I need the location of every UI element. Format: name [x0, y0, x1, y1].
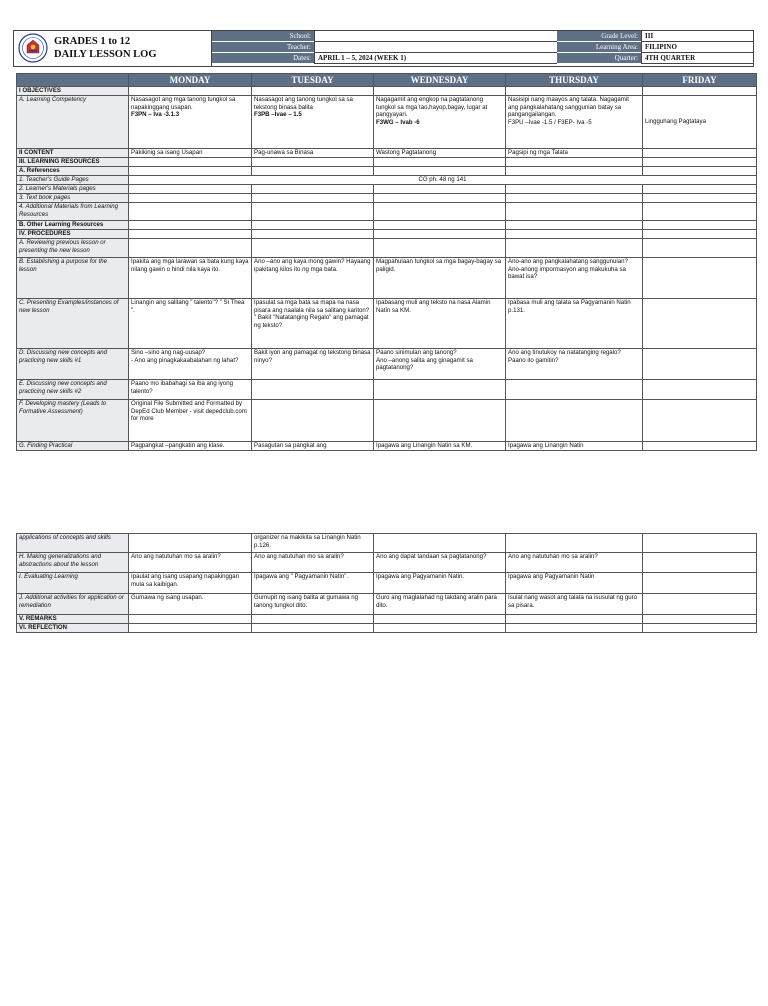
day-header-friday: FRIDAY [643, 74, 757, 87]
day-header-thursday: THURSDAY [506, 74, 643, 87]
objectives-label: I OBJECTIVES [17, 87, 129, 96]
content-friday [643, 149, 757, 158]
teachers-guide-label: 1. Teacher's Guide Pages [17, 176, 129, 185]
table-row [17, 221, 757, 230]
presenting-tuesday: Ipasulat sa mga bata sa mapa na nasa pisara ang naalala nila sa salitang kariton? " Bakit "Natatanging Regalo" ang pamagat ng teksto? [252, 299, 374, 349]
evaluating-label: I. Evaluating Learning [17, 573, 129, 594]
quarter-row [557, 53, 753, 64]
day-header-wednesday: WEDNESDAY [374, 74, 506, 87]
purpose-tuesday: Ano –ano ang kaya mong gawin? Hayaang ipakitang kilos ito ng mga bata. [252, 258, 374, 299]
logo-area [14, 31, 212, 66]
competency-label: A. Learning Competency [17, 96, 129, 149]
table-row [17, 299, 757, 349]
evaluating-monday: Ipaulat ang isang usapang napakinggan mula sa kaibigan. [129, 573, 252, 594]
content-wednesday: Wastong Pagtatanong [374, 149, 506, 158]
generalization-label: H. Making generalizations and abstractions about the lesson [17, 553, 129, 573]
table-row [17, 594, 757, 615]
document-title [54, 35, 157, 61]
table-row [17, 380, 757, 400]
generalization-monday: Ano ang natutuhan mo sa aralin? [129, 553, 252, 573]
teacher-label: Teacher: [212, 42, 314, 53]
area-row [557, 42, 753, 53]
additional-label: J. Additional activities for application or remediation [17, 594, 129, 615]
table-row [17, 230, 757, 239]
practical-monday: Pagpangkat –pangkatin ang klase. [129, 442, 252, 451]
area-field[interactable]: FILIPINO [641, 42, 753, 53]
evaluating-wednesday: Ipagawa ang Pagyamanin Natin. [374, 573, 506, 594]
school-field[interactable] [314, 31, 557, 42]
reflection-label: VI. REFLECTION [17, 624, 129, 633]
generalization-tuesday: Ano ang natutuhan mo sa aralin? [252, 553, 374, 573]
header-box [13, 30, 754, 67]
school-row [212, 31, 557, 42]
additional-wednesday: Guro ang maglalahad ng takdang aralin para dito. [374, 594, 506, 615]
content-label: II CONTENT [17, 149, 129, 158]
discuss1-wednesday: Paano sinimulan ang tanong? Ano –anong salita ang ginagamit sa pagtatanong? [374, 349, 506, 380]
competency-thursday: Nasisipi nang maayos ang talata. Nagagamit ang pangkalahatang sanggunian batay sa pangangailangan. F3PU –Ivae -1.5 / F3EP- Iva -5 [506, 96, 643, 149]
practical-tuesday: Pasagutan sa pangkat ang [252, 442, 374, 451]
table-row [17, 624, 757, 633]
lesson-log-table [16, 73, 757, 451]
discuss2-monday: Paano mo ibabahagi sa iba ang iyong talento? [129, 380, 252, 400]
content-tuesday: Pag-unawa sa Binasa [252, 149, 374, 158]
discuss2-label: E. Discussing new concepts and practicing new skills #2 [17, 380, 129, 400]
discuss1-thursday: Ano ang tinutukoy na natatanging regalo? Paano ito gamitin? [506, 349, 643, 380]
teacher-row [212, 42, 557, 53]
teachers-guide-value: CG ph. 48 ng 141 [129, 176, 757, 185]
learners-materials-label: 2. Learner's Materials pages [17, 185, 129, 194]
table-row [17, 149, 757, 158]
competency-monday: Nasasagot ang mga tanong tungkol sa napakinggang usapan. F3PN – Iva -3.1.3 [129, 96, 252, 149]
generalization-wednesday: Ano ang dapat tandaan sa pagtatanong? [374, 553, 506, 573]
title-line-2: DAILY LESSON LOG [54, 49, 157, 60]
evaluating-thursday: Ipagawa ang Pagyamanin Natin [506, 573, 643, 594]
school-label: School: [212, 31, 314, 42]
purpose-monday: Ipakita ang mga larawan sa bata kung kaya nilang gawin o hindi nila kaya ito. [129, 258, 252, 299]
content-monday: Pakikinig sa isang Usapan [129, 149, 252, 158]
generalization-thursday: Ano ang natutuhan mo sa aralin? [506, 553, 643, 573]
discuss1-tuesday: Bakit iyon ang pamagat ng tekstong binasa ninyo? [252, 349, 374, 380]
day-header-monday: MONDAY [129, 74, 252, 87]
teacher-field[interactable] [314, 42, 557, 53]
textbook-pages-label: 3. Text book pages [17, 194, 129, 203]
additional-monday: Gumawa ng isang usapan. [129, 594, 252, 615]
grade-row [557, 31, 753, 42]
competency-friday: Lingguhang Pagtataya [643, 96, 757, 149]
dates-row [212, 53, 557, 64]
discuss1-label: D. Discussing new concepts and practicing new skills #1 [17, 349, 129, 380]
other-resources-label: B. Other Learning Resources [17, 221, 129, 230]
table-row [17, 553, 757, 573]
practical-thursday: Ipagawa ang Linangin Natin [506, 442, 643, 451]
table-row [17, 534, 757, 553]
purpose-wednesday: Magpahulaan tungkol sa mga bagay-bagay sa paligid. [374, 258, 506, 299]
table-row [17, 239, 757, 258]
discuss1-monday: Sino –sino ang nag-uusap? - Ano ang pinagkakaabalahan ng lahat? [129, 349, 252, 380]
table-row [17, 176, 757, 185]
presenting-monday: Linangin ang salitang " talento"? " Si Thea ". [129, 299, 252, 349]
table-row [17, 185, 757, 194]
table-row [17, 87, 757, 96]
table-row [17, 194, 757, 203]
evaluating-tuesday: Ipagawa ang " Pagyamanin Natin". [252, 573, 374, 594]
references-label: A. References [17, 167, 129, 176]
competency-tuesday: Nasasagot ang tanong tungkol sa sa tekstong binasa balita F3PB –Ivae – 1.5 [252, 96, 374, 149]
grade-label: Grade Level: [557, 31, 641, 42]
remarks-label: V. REMARKS [17, 615, 129, 624]
presenting-thursday: Ipabasa muli ang talata sa Pagyamanin Natin p.131. [506, 299, 643, 349]
presenting-wednesday: Ipabasang muli ang teksto na nasa Alamin Natin sa KM. [374, 299, 506, 349]
dates-field[interactable]: APRIL 1 – 5, 2024 (WEEK 1) [314, 53, 557, 64]
table-row [17, 349, 757, 380]
blank-header-cell [17, 74, 129, 87]
deped-seal-icon [18, 33, 48, 63]
table-row [17, 96, 757, 149]
additional-tuesday: Gumupit ng isang balita at gumawa ng tanong tungkol dito. [252, 594, 374, 615]
day-header-tuesday: TUESDAY [252, 74, 374, 87]
procedures-label: IV. PROCEDURES [17, 230, 129, 239]
resources-label: III. LEARNING RESOURCES [17, 158, 129, 167]
grade-field[interactable]: III [641, 31, 753, 42]
table-row [17, 442, 757, 451]
practical-wednesday: Ipagawa ang Linangin Natin sa KM. [374, 442, 506, 451]
table-row [17, 400, 757, 442]
practical-tuesday-continued: organizer na makikita sa Linangin Natin p.126. [252, 534, 374, 553]
content-thursday: Pagsipi ng mga Talata [506, 149, 643, 158]
competency-wednesday: Nagagamit ang engkop na pagtatanong tungkol sa mga tao,hayop,bagay, lugar at pangyayari. F3WG – Ivab -6 [374, 96, 506, 149]
lesson-log-table-continued [16, 533, 757, 633]
table-row [17, 615, 757, 624]
dates-label: Dates: [212, 53, 314, 64]
area-label: Learning Area: [557, 42, 641, 53]
quarter-label: Quarter: [557, 53, 641, 64]
mastery-monday: Original File Submitted and Formatted by DepEd Club Member - visit depedclub.com for more [129, 400, 252, 442]
practical-label-continued: applications of concepts and skills [17, 534, 129, 553]
practical-label: G. Finding Practical [17, 442, 129, 451]
table-row [17, 167, 757, 176]
table-row [17, 203, 757, 221]
additional-materials-label: 4. Additional Materials from Learning Resources [17, 203, 129, 221]
title-line-1: GRADES 1 to 12 [54, 36, 131, 47]
presenting-label: C. Presenting Examples/instances of new lesson [17, 299, 129, 349]
reviewing-label: A. Reviewing previous lesson or presenting the new lesson [17, 239, 129, 258]
purpose-thursday: Ano-ano ang pangkalahatang sanggunuian? Ano-anong impormasyon ang makukuha sa bawat isa? [506, 258, 643, 299]
table-row [17, 158, 757, 167]
day-header-row [17, 74, 757, 87]
mastery-label: F. Developing mastery (Leads to Formative Assessment) [17, 400, 129, 442]
table-row [17, 258, 757, 299]
purpose-label: B. Establishing a purpose for the lesson [17, 258, 129, 299]
additional-thursday: Isulat nang wasot ang talata na isusulat ng guro sa pisara. [506, 594, 643, 615]
table-row [17, 573, 757, 594]
quarter-field[interactable]: 4TH QUARTER [641, 53, 753, 64]
